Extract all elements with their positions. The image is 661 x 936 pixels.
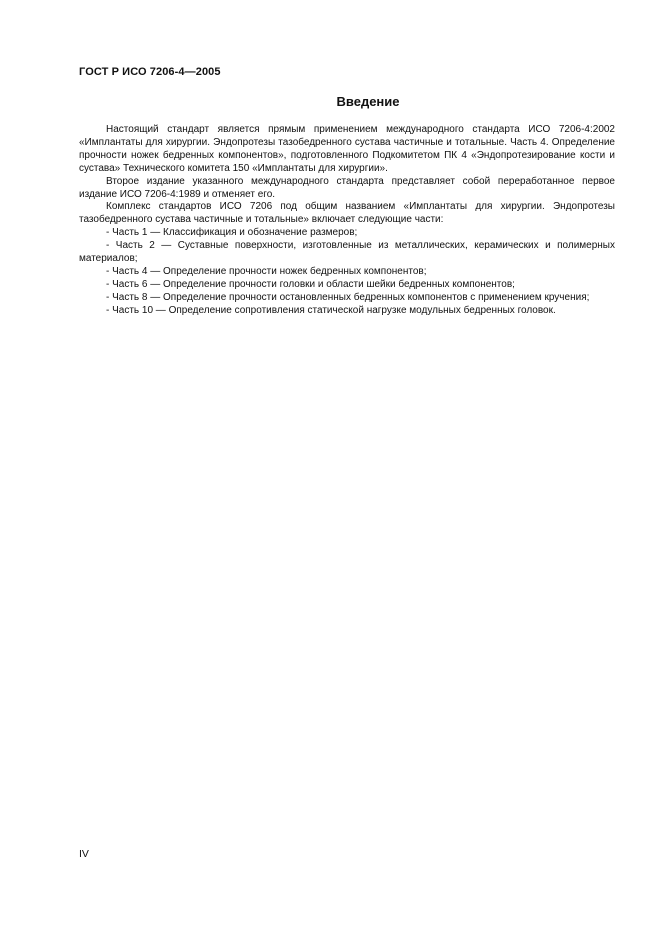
list-item-part-6: - Часть 6 — Определение прочности головки и области шейки бедренных компонентов; xyxy=(106,278,515,290)
list-item-part-10: - Часть 10 — Определение сопротивления статической нагрузке модульных бедренных головок. xyxy=(106,304,556,316)
list-item-part-1: - Часть 1 — Классификация и обозначение размеров; xyxy=(106,227,358,239)
paragraph-complex: Комплекс стандартов ИСО 7206 под общим названием «Имплантаты для хирургии. Эндопротезы тазобедренного сустава частичные и тотальные» включает следующие части: xyxy=(79,201,615,226)
section-title: Введение xyxy=(336,94,400,109)
paragraph-second-edition: Второе издание указанного международного стандарта представляет собой переработанное первое издание ИСО 7206-4:1989 и отменяет его. xyxy=(79,175,615,200)
page-number: IV xyxy=(79,848,89,860)
document-header: ГОСТ Р ИСО 7206-4—2005 xyxy=(79,66,221,78)
document-body xyxy=(79,124,615,318)
paragraph-intro: Настоящий стандарт является прямым применением международного стандарта ИСО 7206-4:2002 «Имплантаты для хирургии. Эндопротезы тазобедренного сустава частичные и тотальные. Часть 4. Определение прочности ножек бедренных компонентов», подготовленного Подкомитетом ПК 4 «Эндопротезирование кости и сустава» Технического комитета 150 «Имплантаты для хирургии». xyxy=(79,124,615,174)
list-item-part-4: - Часть 4 — Определение прочности ножек бедренных компонентов; xyxy=(106,265,427,277)
list-item-part-2: - Часть 2 — Суставные поверхности, изготовленные из металлических, керамических и полимерных материалов; xyxy=(79,240,615,265)
list-item-part-8: - Часть 8 — Определение прочности остановленных бедренных компонентов с применением кручения; xyxy=(106,291,590,303)
